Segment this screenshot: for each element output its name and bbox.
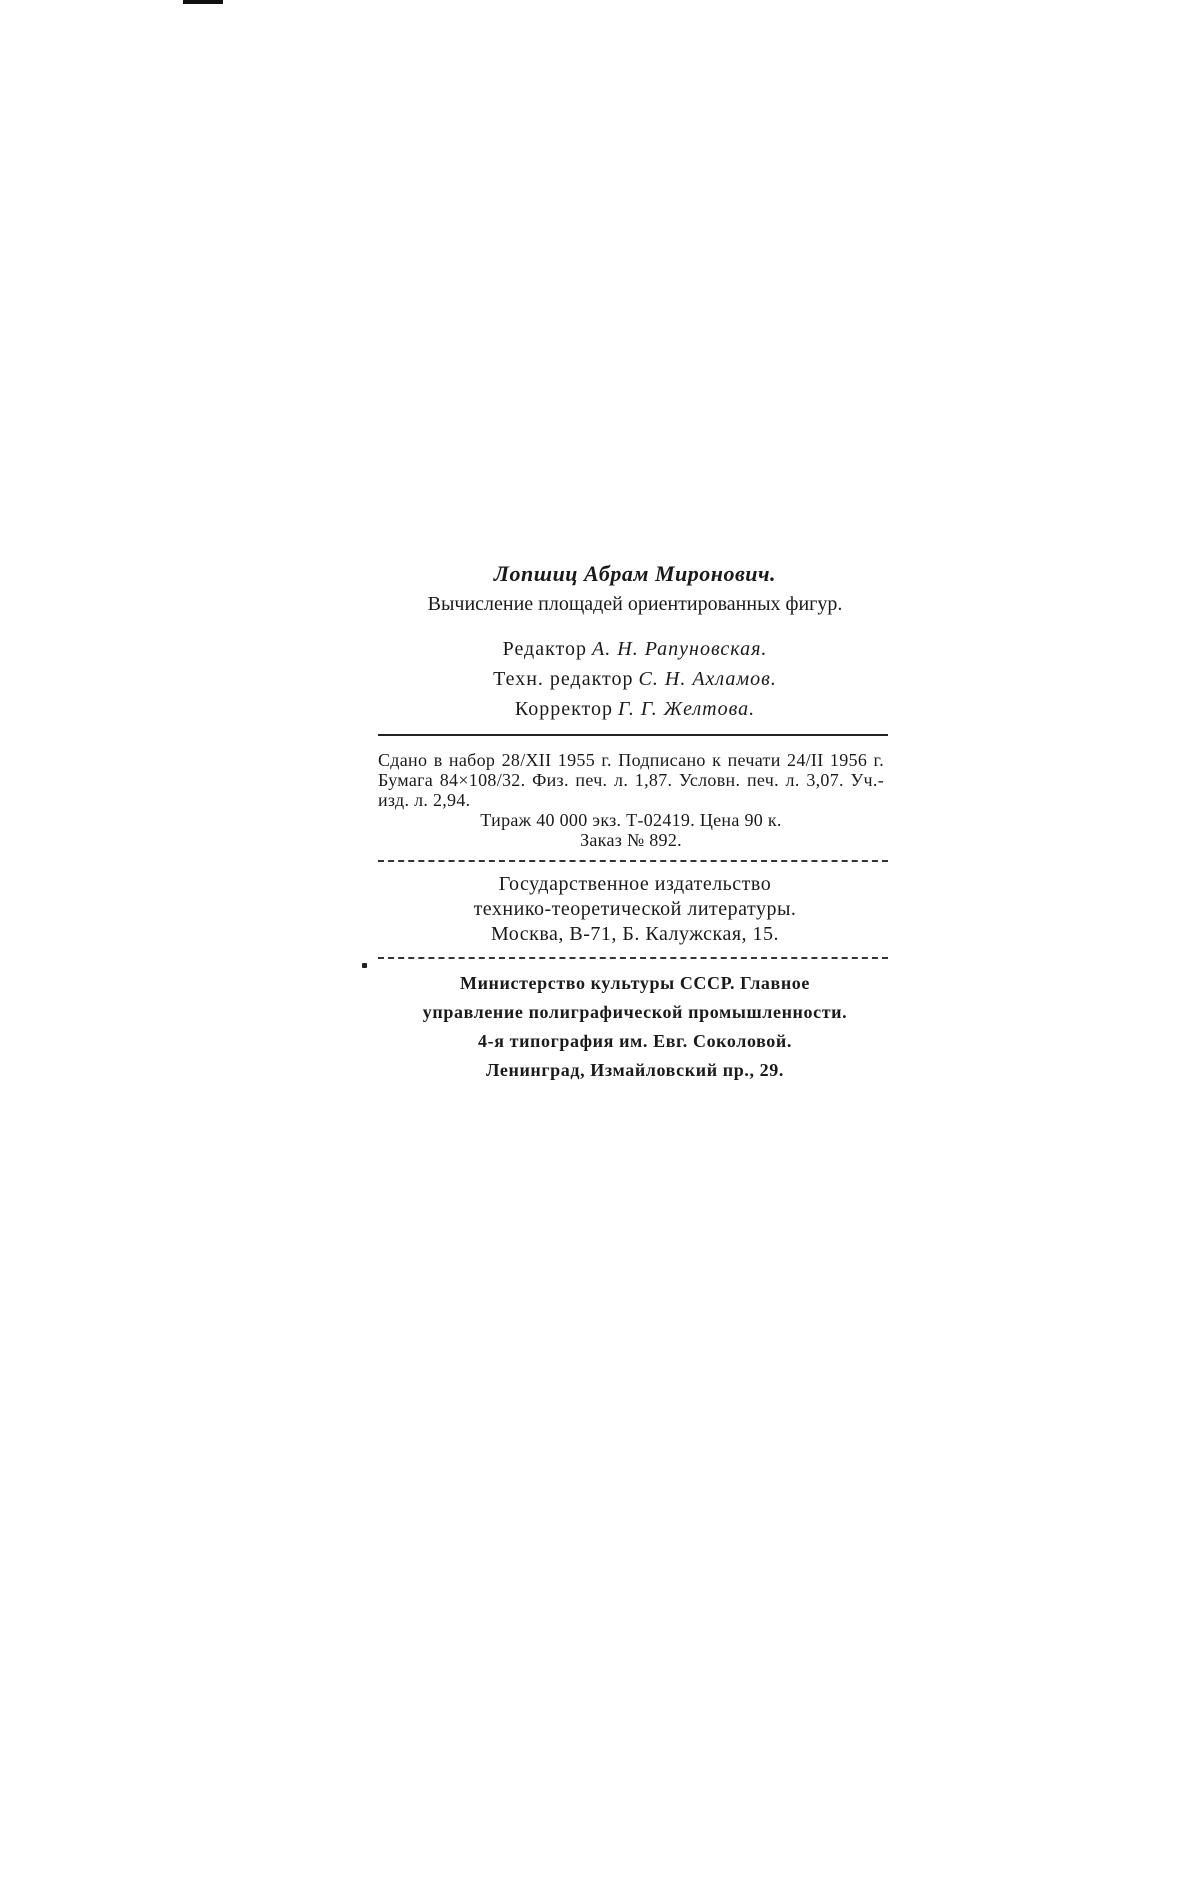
tech-editor-role: Техн. редактор bbox=[493, 668, 634, 690]
print-details bbox=[378, 750, 884, 850]
proofreader-role: Корректор bbox=[514, 698, 613, 720]
tech-editor-credit bbox=[370, 664, 900, 694]
editor-credit bbox=[370, 634, 900, 664]
print-run-info: Тираж 40 000 экз. Т-02419. Цена 90 к. bbox=[480, 810, 782, 830]
editor-name: А. Н. Рапуновская. bbox=[592, 638, 768, 660]
printer-line-1: Министерство культуры СССР. Главное bbox=[460, 973, 810, 993]
scan-speck bbox=[362, 963, 367, 968]
proofreader-name: Г. Г. Желтова. bbox=[618, 698, 756, 720]
divider-rule-2 bbox=[378, 860, 888, 862]
print-details-main: Сдано в набор 28/XII 1955 г. Подписано к печати 24/II 1956 г. Бумага 84×108/32. Физ. печ. л. 1,87. Условн. печ. л. 3,07. Уч.-изд. л. 2,94. bbox=[378, 750, 884, 810]
proofreader-credit bbox=[370, 694, 900, 724]
scan-corner-mark bbox=[183, 0, 223, 4]
printer-info bbox=[370, 969, 900, 1085]
divider-rule-1 bbox=[378, 734, 888, 736]
publisher-info bbox=[370, 872, 900, 947]
printer-line-2: управление полиграфической промышленности. bbox=[422, 1002, 848, 1022]
editor-role: Редактор bbox=[502, 638, 588, 660]
tech-editor-name: С. Н. Ахламов. bbox=[638, 668, 777, 690]
printer-line-3: 4-я типография им. Евг. Соколовой. bbox=[478, 1031, 792, 1051]
publisher-line-1: Государственное издательство bbox=[498, 873, 772, 895]
publisher-address: Москва, В-71, Б. Калужская, 15. bbox=[490, 923, 780, 945]
author-name: Лопшиц Абрам Миронович. bbox=[493, 561, 777, 586]
imprint-block bbox=[370, 560, 900, 1085]
order-number: Заказ № 892. bbox=[580, 830, 682, 850]
staff-credits bbox=[370, 634, 900, 724]
book-title: Вычисление площадей ориентированных фигур. bbox=[427, 593, 843, 615]
divider-rule-3 bbox=[378, 957, 888, 959]
publisher-line-2: технико-теоретической литературы. bbox=[473, 898, 797, 920]
printer-address: Ленинград, Измайловский пр., 29. bbox=[486, 1060, 784, 1080]
